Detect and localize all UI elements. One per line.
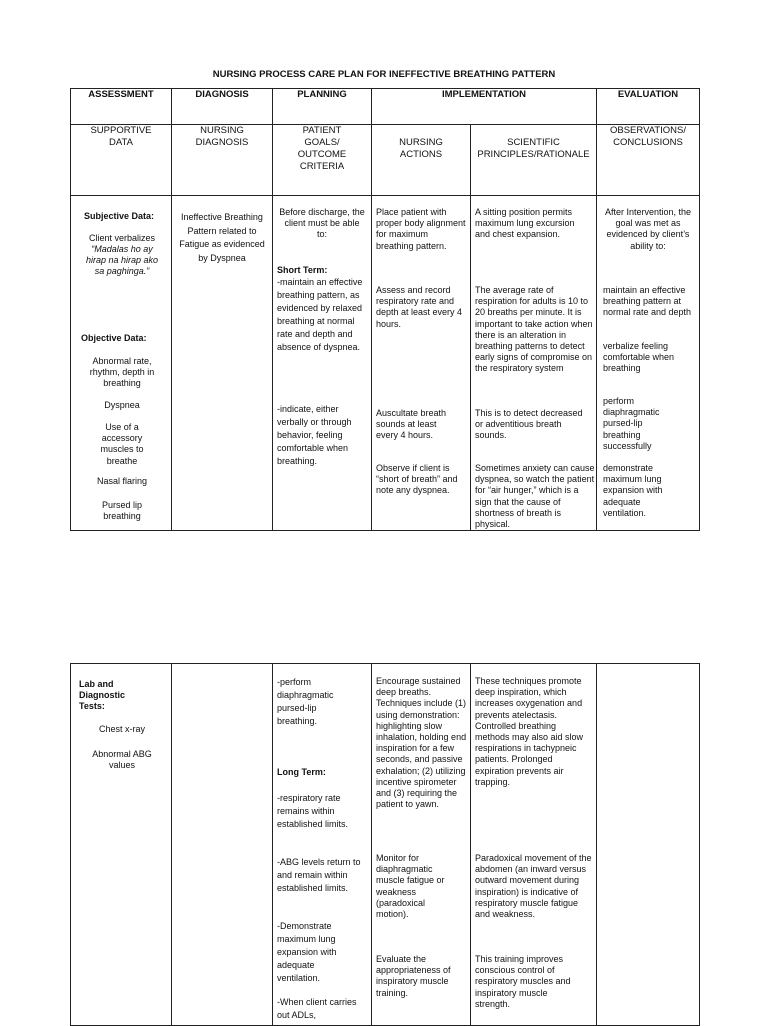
nursing-action: Observe if client is “short of breath” and note any dyspnea. bbox=[376, 463, 458, 496]
header-assessment: ASSESSMENT bbox=[71, 89, 172, 125]
objective-item: Use of a accessory muscles to breathe bbox=[100, 422, 144, 466]
objective-data-label: Objective Data: bbox=[81, 333, 147, 343]
header-implementation: IMPLEMENTATION bbox=[372, 89, 597, 125]
evaluation-item: perform diaphragmatic pursed-lip breathing successfully bbox=[603, 396, 660, 451]
rationale: The average rate of respiration for adults is 10 to 20 breaths per minute. It is important to take action when there is an alteration in breathing patterns to detect early signs of compromise on the respiratory system bbox=[475, 285, 593, 374]
header-planning: PLANNING bbox=[273, 89, 372, 125]
rationale: Sometimes anxiety can cause dyspnea, so watch the patient for “air hunger,” which is a sign that the cause of shortness of breath is physical. bbox=[475, 463, 595, 530]
subjective-intro: Client verbalizes bbox=[88, 233, 156, 243]
objective-item: Dyspnea bbox=[104, 400, 140, 410]
rationale: This training improves conscious control of respiratory muscles and inspiratory muscle strength. bbox=[475, 954, 571, 1009]
planning-intro: Before discharge, the client must be able to: bbox=[279, 207, 365, 240]
nursing-diagnosis-text: Ineffective Breathing Pattern related to Fatigue as evidenced by Dyspnea bbox=[179, 212, 265, 263]
subjective-quote: “Madalas ho ay hirap na hirap ako sa paghinga.” bbox=[85, 244, 159, 277]
short-term-label: Short Term: bbox=[277, 265, 328, 275]
nursing-action: Evaluate the appropriateness of inspiratory muscle training. bbox=[376, 954, 451, 998]
rationale: Paradoxical movement of the abdomen (an inward versus outward movement during inspiration) is indicative of respiratory muscle fatigue and weakness. bbox=[475, 853, 592, 920]
evaluation-item: maintain an effective breathing pattern at normal rate and depth bbox=[603, 285, 692, 318]
nursing-action: Monitor for diaphragmatic muscle fatigue or weakness (paradoxical motion). bbox=[376, 853, 445, 920]
nursing-action: Assess and record respiratory rate and depth at least every 4 hours. bbox=[376, 285, 463, 329]
objective-item: Pursed lip breathing bbox=[101, 500, 143, 522]
nursing-action: Place patient with proper body alignment for maximum breathing pattern. bbox=[376, 207, 466, 251]
rationale: This is to detect decreased or adventitious breath sounds. bbox=[475, 408, 583, 441]
subheader-patient-goals: PATIENT GOALS/ OUTCOME CRITERIA bbox=[273, 125, 372, 196]
planning-goal: -perform diaphragmatic pursed-lip breathing. bbox=[277, 677, 334, 726]
subheader-nursing-actions: NURSING ACTIONS bbox=[372, 125, 471, 196]
subheader-nursing-diagnosis: NURSING DIAGNOSIS bbox=[172, 125, 273, 196]
nursing-action: Encourage sustained deep breaths. Techniques include (1) using demonstration: highlighting slow inhalation, holding end inspiration for a few seconds, and passive exhalation; (2) utilizing incentive spirometer and (3) requiring the patient to yawn. bbox=[376, 676, 467, 810]
header-evaluation: EVALUATION bbox=[597, 89, 700, 125]
planning-goal: -ABG levels return to and remain within established limits. bbox=[277, 857, 361, 893]
planning-goal: -maintain an effective breathing pattern, as evidenced by relaxed breathing at normal rate and depth and absence of dyspnea. bbox=[277, 277, 363, 352]
planning-goal: -indicate, either verbally or through behavior, feeling comfortable when breathing. bbox=[277, 404, 352, 466]
header-diagnosis: DIAGNOSIS bbox=[172, 89, 273, 125]
planning-goal: -When client carries out ADLs, bbox=[277, 997, 357, 1020]
nursing-action: Auscultate breath sounds at least every 4 hours. bbox=[376, 408, 447, 441]
planning-goal: -respiratory rate remains within established limits. bbox=[277, 793, 349, 829]
rationale: These techniques promote deep inspiration, which increases oxygenation and prevents atelectasis. Controlled breathing methods may also aid slow respirations in tachypneic patients. Prolonged expiration prevents air trapping. bbox=[475, 676, 584, 787]
care-plan-table-page-2 bbox=[70, 663, 700, 1026]
lab-item: Abnormal ABG values bbox=[92, 749, 152, 771]
subheader-supportive-data: SUPPORTIVE DATA bbox=[71, 125, 172, 196]
objective-item: Nasal flaring bbox=[96, 476, 148, 486]
care-plan-table-page-1 bbox=[70, 88, 700, 531]
document-title: NURSING PROCESS CARE PLAN FOR INEFFECTIVE BREATHING PATTERN bbox=[212, 69, 556, 80]
subjective-data-label: Subjective Data: bbox=[84, 211, 155, 221]
evaluation-intro: After Intervention, the goal was met as evidenced by client’s ability to: bbox=[604, 207, 692, 251]
subheader-rationale: SCIENTIFIC PRINCIPLES/RATIONALE bbox=[471, 125, 597, 196]
rationale: A sitting position permits maximum lung excursion and chest expansion. bbox=[475, 207, 575, 240]
evaluation-item: demonstrate maximum lung expansion with adequate ventilation. bbox=[603, 463, 663, 518]
planning-goal: -Demonstrate maximum lung expansion with adequate ventilation. bbox=[277, 921, 337, 983]
evaluation-item: verbalize feeling comfortable when breathing bbox=[603, 341, 675, 374]
lab-item: Chest x-ray bbox=[98, 724, 145, 734]
objective-item: Abnormal rate, rhythm, depth in breathing bbox=[89, 356, 155, 389]
lab-tests-label: Lab and Diagnostic Tests: bbox=[79, 679, 126, 712]
long-term-label: Long Term: bbox=[277, 767, 326, 777]
subheader-observations: OBSERVATIONS/ CONCLUSIONS bbox=[597, 125, 700, 196]
